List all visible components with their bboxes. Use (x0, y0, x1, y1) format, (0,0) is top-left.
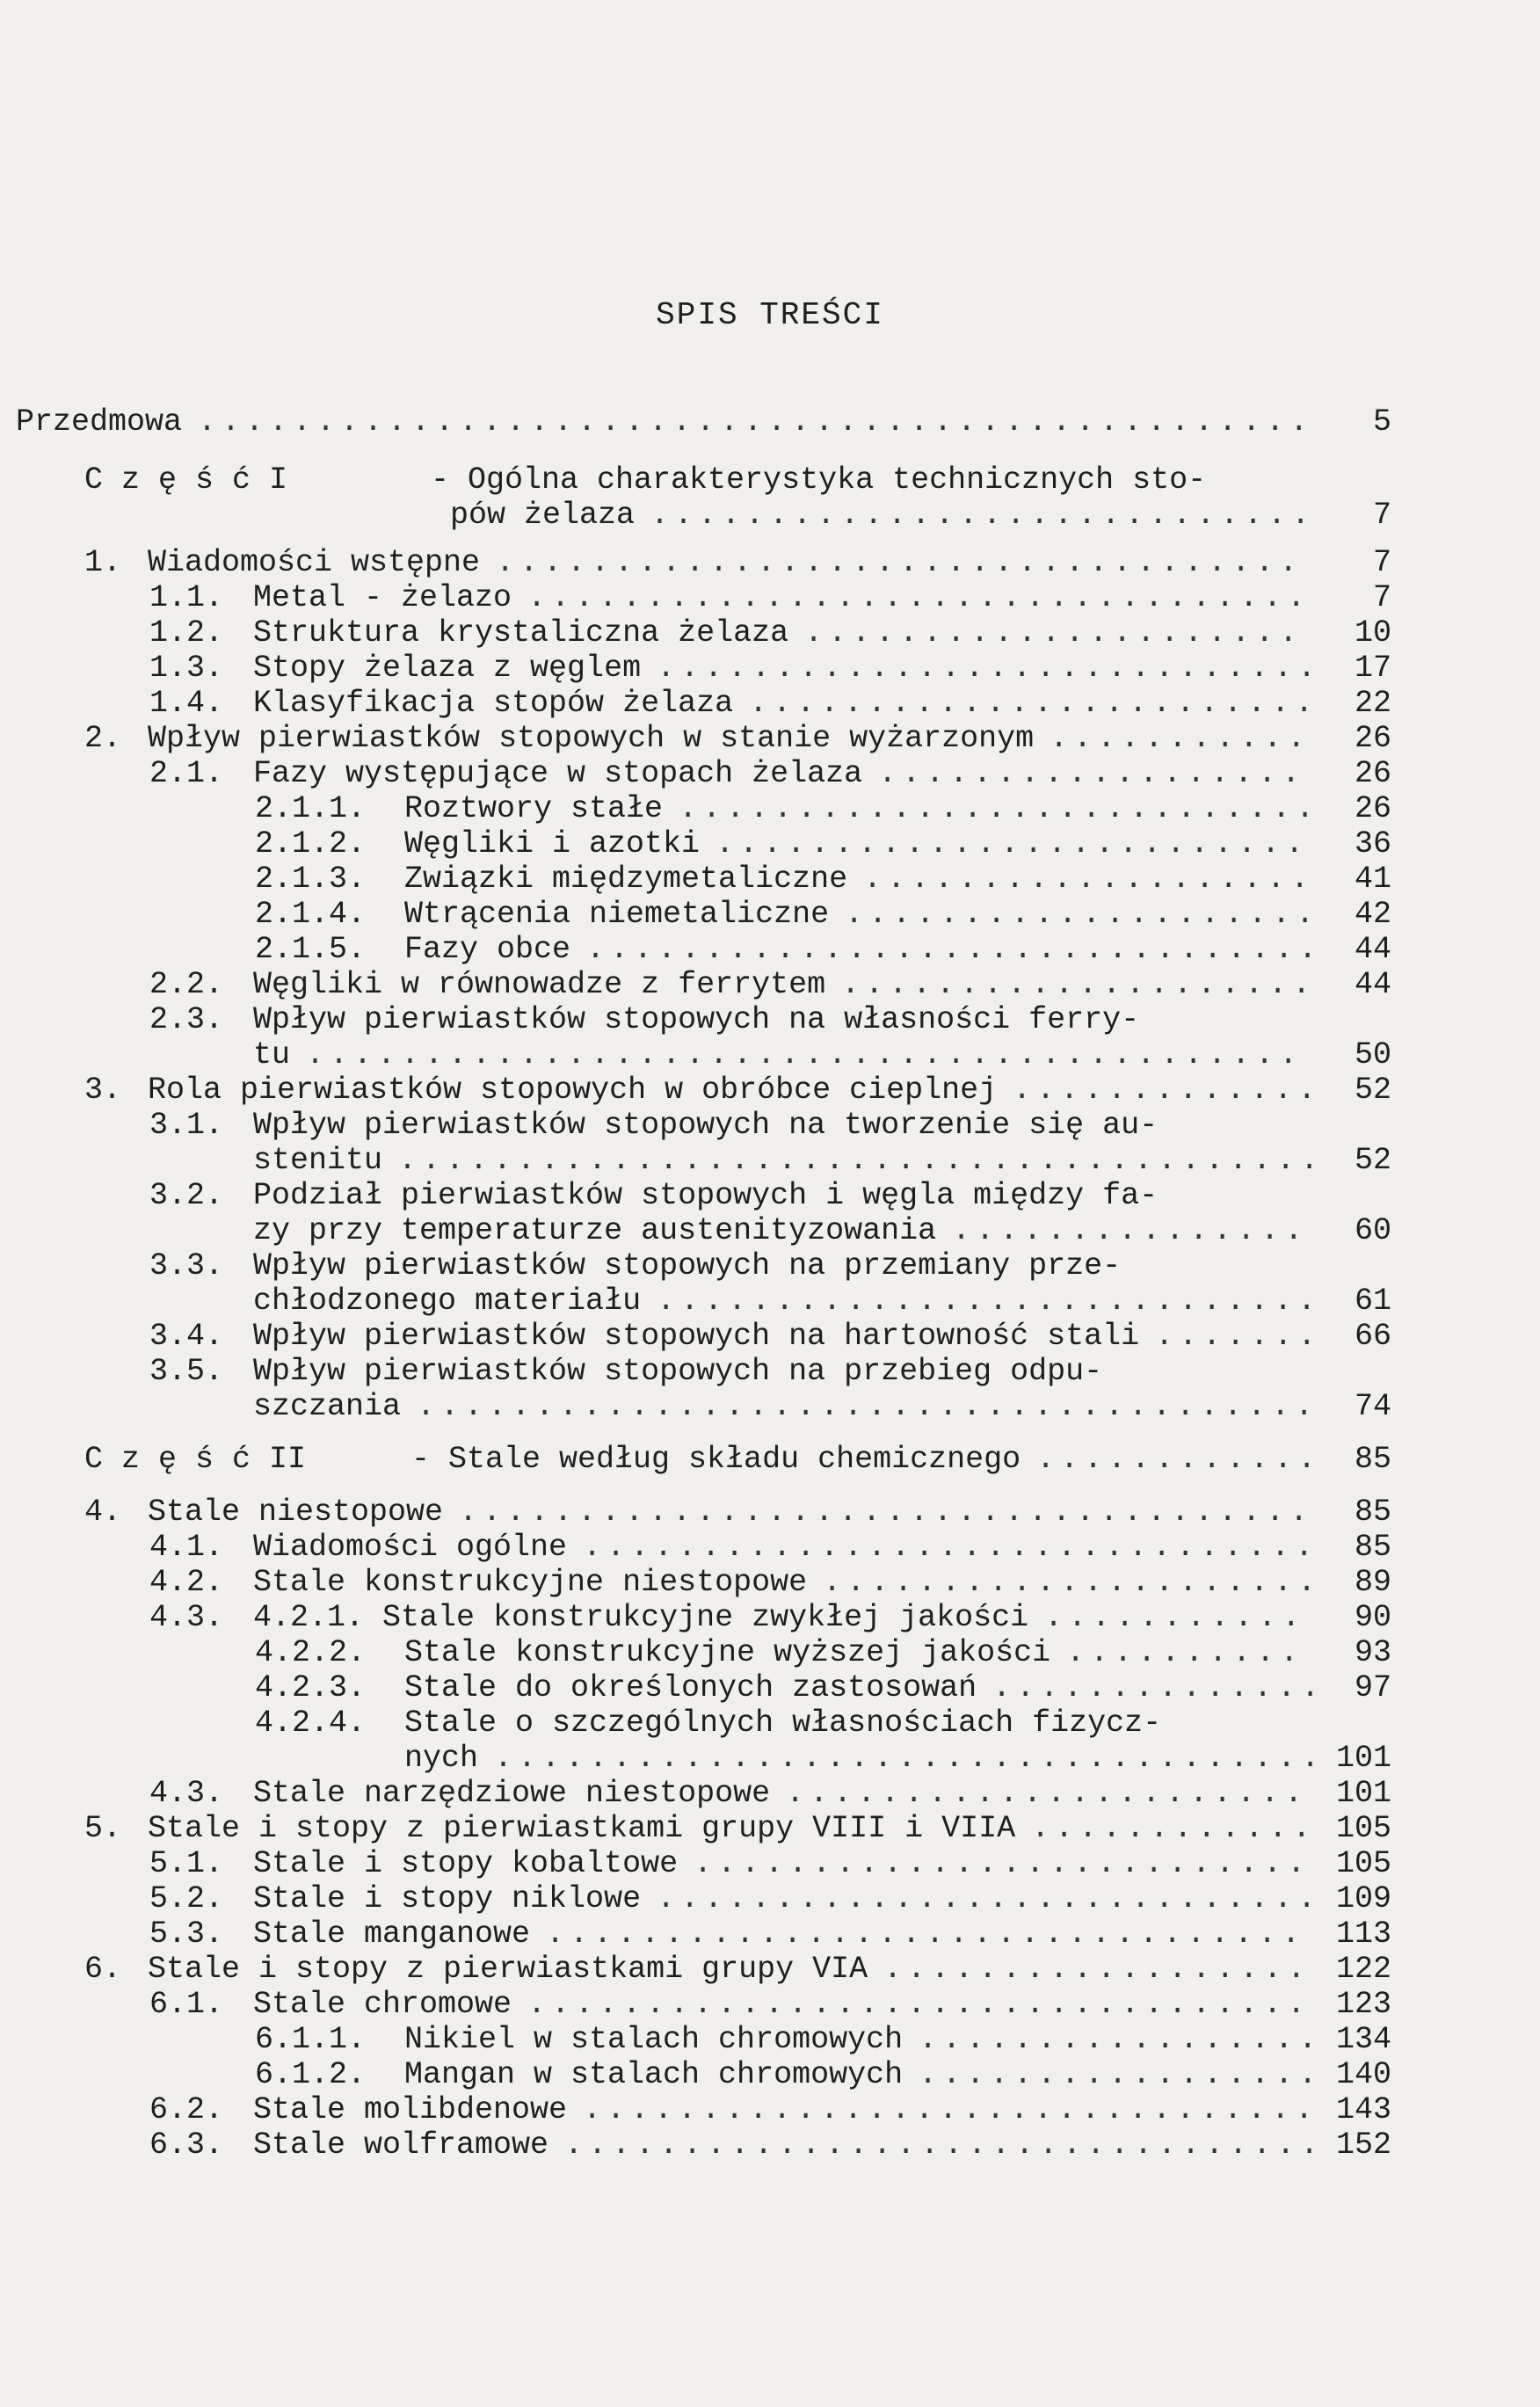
toc-entry-page: 89 (1354, 1565, 1391, 1600)
toc-entry-title: Struktura krystaliczna żelaza (253, 615, 789, 651)
toc-entry-number: 2. (84, 721, 122, 756)
toc-entry-title: Stopy żelaza z węglem (253, 651, 642, 686)
toc-entry-number: 6.1. (149, 1987, 224, 2022)
dot-leader: .......................................... (306, 1037, 1304, 1073)
toc-entry-title: - Ogólna charakterystyka technicznych sto- (431, 462, 1207, 498)
toc-entry (0, 1143, 1540, 1178)
toc-entry (0, 1916, 1540, 1952)
toc-entry-title: Stale konstrukcyjne niestopowe (253, 1565, 808, 1600)
toc-entry-page: 5 (1372, 404, 1391, 440)
toc-entry-title: Stale i stopy niklowe (253, 1881, 642, 1916)
toc-entry (0, 1565, 1540, 1600)
dot-leader: .................... (845, 897, 1320, 932)
dot-leader: ....... (1155, 1319, 1322, 1354)
toc-entry (0, 862, 1540, 897)
toc-entry (0, 404, 1540, 440)
toc-entry-number: 3.5. (149, 1354, 224, 1389)
dot-leader: ................. (919, 2057, 1323, 2092)
toc-entry (0, 1705, 1540, 1741)
toc-entry-title: 4.2.1. Stale konstrukcyjne zwykłej jakości (253, 1600, 1029, 1635)
toc-entry-title: Stale wolframowe (253, 2127, 549, 2163)
toc-entry-title: Fazy występujące w stopach żelaza (253, 756, 863, 791)
toc-entry (0, 1037, 1540, 1073)
toc-entry (0, 1178, 1540, 1213)
toc-entry-number: 2.3. (149, 1002, 224, 1037)
dot-leader: ......................... (716, 826, 1310, 862)
toc-entry-number: 1.4. (149, 686, 224, 721)
toc-entry-title: Wpływ pierwiastków stopowych na własności ferry- (253, 1002, 1140, 1037)
toc-entry (0, 462, 1540, 498)
toc-entry-number: 2.1.3. (255, 862, 367, 897)
toc-entry (0, 1670, 1540, 1705)
toc-entry-page: 66 (1354, 1319, 1391, 1354)
toc-entry (0, 2127, 1540, 2163)
toc-entry-number: 6. (84, 1952, 122, 1987)
toc-entry-page: 52 (1354, 1143, 1391, 1178)
toc-entry-page: 50 (1354, 1037, 1391, 1073)
toc-entry-title: Stale molibdenowe (253, 2092, 568, 2127)
toc-entry-title: Wiadomości ogólne (253, 1530, 568, 1565)
toc-entry-number: 4.2.3. (255, 1670, 367, 1705)
dot-leader: ............ (1036, 1442, 1322, 1477)
toc-entry (0, 1635, 1540, 1670)
page-title: SPIS TREŚCI (656, 297, 884, 333)
toc-entry-page: 36 (1354, 826, 1391, 862)
toc-entry-number: 4.3. (149, 1776, 224, 1811)
toc-entry-page: 44 (1354, 932, 1391, 967)
toc-entry-page: 85 (1354, 1494, 1391, 1530)
toc-entry-title: tu (253, 1037, 291, 1073)
toc-entry-number: 3.2. (149, 1178, 224, 1213)
toc-entry-title: Wpływ pierwiastków stopowych na hartowność stali (253, 1319, 1140, 1354)
toc-entry (0, 1073, 1540, 1108)
toc-entry-page: 90 (1354, 1600, 1391, 1635)
toc-entry-title: Wpływ pierwiastków stopowych na przebieg odpu- (253, 1354, 1103, 1389)
toc-entry-page: 26 (1354, 756, 1391, 791)
toc-entry-number: 3.1. (149, 1108, 224, 1143)
toc-entry-page: 143 (1335, 2092, 1391, 2127)
toc-entry (0, 1248, 1540, 1283)
toc-entry (0, 615, 1540, 651)
toc-entry-title: Nikiel w stalach chromowych (404, 2022, 904, 2057)
toc-entry-title: Stale o szczególnych własnościach fizycz- (404, 1705, 1162, 1741)
dot-leader: ............ (1031, 1811, 1317, 1846)
dot-leader: ................. (919, 2022, 1323, 2057)
toc-entry-page: 61 (1354, 1283, 1391, 1319)
dot-leader: ................................ (564, 2127, 1325, 2163)
toc-entry-page: 74 (1354, 1389, 1391, 1424)
toc-entry (0, 1600, 1540, 1635)
toc-entry-title: Metal - żelazo (253, 580, 512, 615)
toc-entry-page: 41 (1354, 862, 1391, 897)
toc-entry-number: 5. (84, 1811, 122, 1846)
dot-leader: .................................. (496, 545, 1304, 580)
toc-entry (0, 1002, 1540, 1037)
toc-entry-number: 4.2.2. (255, 1635, 367, 1670)
toc-entry (0, 1354, 1540, 1389)
dot-leader: ...................... (786, 1776, 1309, 1811)
toc-entry (0, 826, 1540, 862)
toc-entry (0, 791, 1540, 826)
toc-entry-number: 5.2. (149, 1881, 224, 1916)
dot-leader: ............................... (583, 1530, 1319, 1565)
dot-leader: .................. (878, 756, 1306, 791)
toc-entry-page: 44 (1354, 967, 1391, 1002)
dot-leader: ............................ (650, 498, 1316, 533)
dot-leader: .......................... (694, 1846, 1311, 1881)
toc-entry-number: 5.3. (149, 1916, 224, 1952)
dot-leader: ..................... (823, 1565, 1322, 1600)
toc-entry (0, 1442, 1540, 1477)
toc-entry (0, 1319, 1540, 1354)
dot-leader: ................................. (527, 580, 1311, 615)
dot-leader: .................................... (459, 1494, 1314, 1530)
toc-entry-title: Klasyfikacja stopów żelaza (253, 686, 734, 721)
toc-entry-page: 42 (1354, 897, 1391, 932)
toc-entry-page: 85 (1354, 1442, 1391, 1477)
toc-entry-number: 4.3. (149, 1600, 224, 1635)
toc-entry-page: 113 (1335, 1916, 1391, 1952)
toc-entry (0, 897, 1540, 932)
toc-entry-page: 134 (1335, 2022, 1391, 2057)
toc-entry (0, 1811, 1540, 1846)
toc-entry-title: Mangan w stalach chromowych (404, 2057, 904, 2092)
toc-entry-page: 52 (1354, 1073, 1391, 1108)
dot-leader: ............................... (586, 932, 1323, 967)
toc-entry-number: 6.1.1. (255, 2022, 367, 2057)
toc-entry (0, 498, 1540, 533)
toc-entry-title: Stale i stopy kobaltowe (253, 1846, 679, 1881)
toc-entry-number: 2.1.4. (255, 897, 367, 932)
toc-entry-title: Stale do określonych zastosowań (404, 1670, 977, 1705)
toc-entry-title: Stale konstrukcyjne wyższej jakości (404, 1635, 1051, 1670)
dot-leader: ............................ (657, 1283, 1322, 1319)
toc-entry-page: 7 (1372, 498, 1391, 533)
toc-entry-page: 140 (1335, 2057, 1391, 2092)
toc-entry (0, 686, 1540, 721)
toc-entry (0, 932, 1540, 967)
toc-entry-page: 93 (1354, 1635, 1391, 1670)
toc-entry-title: Wpływ pierwiastków stopowych na tworzenie się au- (253, 1108, 1159, 1143)
toc-entry-title: pów żelaza (450, 498, 636, 533)
toc-entry-page: 22 (1354, 686, 1391, 721)
toc-entry-title: Wpływ pierwiastków stopowych w stanie wyżarzonym (148, 721, 1035, 756)
toc-entry (0, 651, 1540, 686)
toc-entry (0, 1108, 1540, 1143)
toc-entry (0, 1952, 1540, 1987)
dot-leader: ................................ (546, 1916, 1306, 1952)
toc-entry-title: Stale i stopy z pierwiastkami grupy VIA (148, 1952, 868, 1987)
toc-entry-title: szczania (253, 1389, 402, 1424)
toc-entry-page: 85 (1354, 1530, 1391, 1565)
dot-leader: ........... (1044, 1600, 1306, 1635)
toc-entry (0, 1846, 1540, 1881)
toc-entry-number: 4. (84, 1494, 122, 1530)
toc-entry-title: Węgliki i azotki (404, 826, 701, 862)
toc-entry-page: 97 (1354, 1670, 1391, 1705)
toc-entry-number: 1.3. (149, 651, 224, 686)
toc-entry (0, 1530, 1540, 1565)
toc-entry (0, 721, 1540, 756)
toc-entry (0, 580, 1540, 615)
toc-entry-number: 1.1. (149, 580, 224, 615)
toc-entry (0, 1283, 1540, 1319)
toc-entry-number: 1. (84, 545, 122, 580)
toc-entry-title: Roztwory stałe (404, 791, 664, 826)
dot-leader: .......... (1066, 1635, 1304, 1670)
toc-entry (0, 2022, 1540, 2057)
toc-entry-number: C z ę ś ć II (84, 1442, 307, 1477)
toc-entry-number: 1.2. (149, 615, 224, 651)
dot-leader: ................... (863, 862, 1315, 897)
toc-entry (0, 1987, 1540, 2022)
toc-entry (0, 967, 1540, 1002)
toc-entry-number: 3.4. (149, 1319, 224, 1354)
toc-entry (0, 756, 1540, 791)
toc-entry-number: 3. (84, 1073, 122, 1108)
toc-entry-title: Wiadomości wstępne (148, 545, 481, 580)
toc-entry-title: Podział pierwiastków stopowych i węgla między fa- (253, 1178, 1159, 1213)
toc-entry-title: Rola pierwiastków stopowych w obróbce cieplnej (148, 1073, 998, 1108)
toc-entry-title: - Stale według składu chemicznego (411, 1442, 1021, 1477)
toc-entry-title: Fazy obce (404, 932, 571, 967)
toc-entry (0, 1881, 1540, 1916)
dot-leader: ........... (1050, 721, 1311, 756)
toc-entry-title: Stale niestopowe (148, 1494, 444, 1530)
toc-entry-page: 7 (1372, 545, 1391, 580)
toc-entry-page: 10 (1354, 615, 1391, 651)
dot-leader: ............................... (583, 2092, 1319, 2127)
toc-entry-title: Wpływ pierwiastków stopowych na przemiany prze- (253, 1248, 1122, 1283)
dot-leader: ...................................... (417, 1389, 1319, 1424)
toc-entry-page: 7 (1372, 580, 1391, 615)
toc-entry-title: stenitu (253, 1143, 383, 1178)
dot-leader: ........................ (749, 686, 1319, 721)
toc-entry-number: 6.1.2. (255, 2057, 367, 2092)
toc-entry-page: 60 (1354, 1213, 1391, 1248)
toc-entry-page: 26 (1354, 721, 1391, 756)
toc-entry-number: 4.2. (149, 1565, 224, 1600)
toc-entry (0, 2092, 1540, 2127)
dot-leader: ............................................... (198, 404, 1314, 440)
toc-entry-page: 105 (1335, 1811, 1391, 1846)
toc-entry-number: 4.1. (149, 1530, 224, 1565)
toc-entry-page: 122 (1335, 1952, 1391, 1987)
dot-leader: .................... (841, 967, 1317, 1002)
toc-entry-number: 4.2.4. (255, 1705, 367, 1741)
toc-entry-page: 152 (1335, 2127, 1391, 2163)
toc-entry-number: 5.1. (149, 1846, 224, 1881)
toc-entry-page: 109 (1335, 1881, 1391, 1916)
toc-entry (0, 1741, 1540, 1776)
toc-entry-page: 101 (1335, 1741, 1391, 1776)
toc-entry (0, 545, 1540, 580)
toc-entry-title: Stale manganowe (253, 1916, 531, 1952)
dot-leader: ................................... (494, 1741, 1326, 1776)
toc-entry (0, 1776, 1540, 1811)
toc-entry (0, 2057, 1540, 2092)
toc-entry-number: 2.1.1. (255, 791, 367, 826)
toc-entry-number: 2.2. (149, 967, 224, 1002)
toc-entry-number: 6.2. (149, 2092, 224, 2127)
toc-entry-number: C z ę ś ć I (84, 462, 288, 498)
dot-leader: .................. (883, 1952, 1311, 1987)
toc-entry-title: Związki międzymetaliczne (404, 862, 848, 897)
dot-leader: ............... (952, 1213, 1309, 1248)
toc-entry-page: 101 (1335, 1776, 1391, 1811)
toc-entry-title: Wtrącenia niemetaliczne (404, 897, 830, 932)
toc-entry-page: 26 (1354, 791, 1391, 826)
toc-entry-page: 105 (1335, 1846, 1391, 1881)
dot-leader: ................................. (527, 1987, 1311, 2022)
toc-entry-number: 3.3. (149, 1248, 224, 1283)
dot-leader: ........................... (679, 791, 1320, 826)
toc-entry-number: 2.1.5. (255, 932, 367, 967)
toc-entry-title: Stale i stopy z pierwiastkami grupy VIII i VIIA (148, 1811, 1016, 1846)
toc-entry-title: nych (404, 1741, 479, 1776)
toc-entry-number: 2.1.2. (255, 826, 367, 862)
toc-entry (0, 1494, 1540, 1530)
toc-entry-title: Przedmowa (16, 404, 183, 440)
dot-leader: .............. (992, 1670, 1326, 1705)
toc-entry-title: zy przy temperaturze austenityzowania (253, 1213, 937, 1248)
toc-entry-number: 2.1. (149, 756, 224, 791)
toc-entry-title: Węgliki w równowadze z ferrytem (253, 967, 826, 1002)
dot-leader: ............. (1013, 1073, 1322, 1108)
toc-entry-title: Stale chromowe (253, 1987, 512, 2022)
toc-entry-page: 17 (1354, 651, 1391, 686)
dot-leader: ..................... (804, 615, 1304, 651)
toc-entry-page: 123 (1335, 1987, 1391, 2022)
dot-leader: ....................................... (398, 1143, 1325, 1178)
toc-entry-title: Stale narzędziowe niestopowe (253, 1776, 771, 1811)
toc-entry-number: 6.3. (149, 2127, 224, 2163)
dot-leader: ............................ (657, 1881, 1322, 1916)
toc-entry-title: chłodzonego materiału (253, 1283, 642, 1319)
toc-entry (0, 1213, 1540, 1248)
toc-entry (0, 1389, 1540, 1424)
dot-leader: ............................ (657, 651, 1322, 686)
